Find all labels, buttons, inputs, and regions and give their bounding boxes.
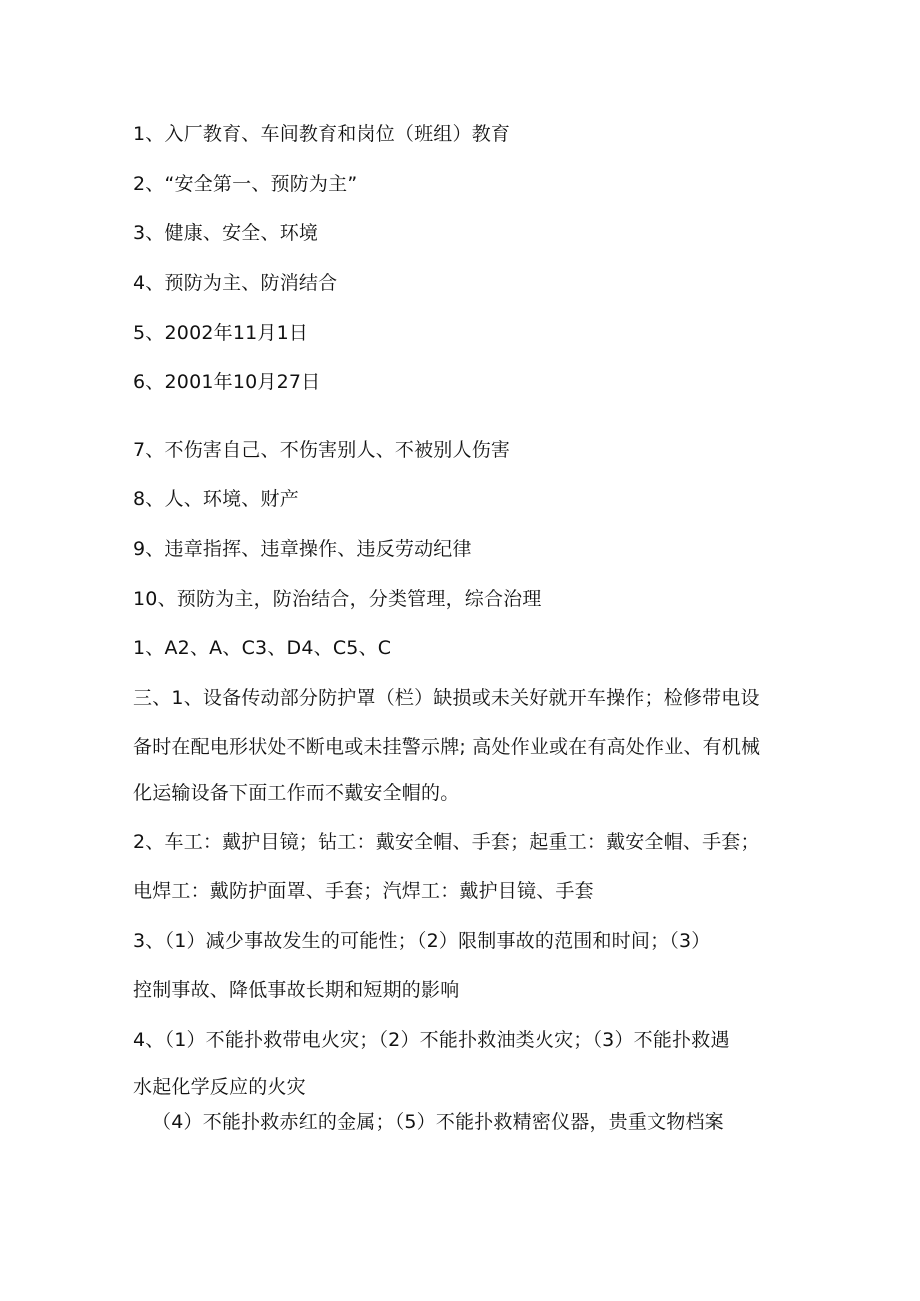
answer-line-1: 1、入厂教育、车间教育和岗位（班组）教育	[133, 123, 511, 145]
answer-line-5: 5、2002年11月1日	[133, 322, 309, 344]
section-three-item-2-line-1: 2、车工：戴护目镜；钻工：戴安全帽、手套；起重工：戴安全帽、手套；	[133, 831, 760, 853]
section-three-item-4-line-3: （4）不能扑救赤红的金属；（5）不能扑救精密仪器，贵重文物档案	[152, 1111, 724, 1133]
answer-line-10: 10、预防为主，防治结合，分类管理，综合治理	[133, 588, 542, 610]
answer-line-7: 7、不伤害自己、不伤害别人、不被别人伤害	[133, 439, 511, 461]
section-three-item-2-line-2: 电焊工：戴防护面罩、手套；汽焊工：戴护目镜、手套	[133, 880, 594, 902]
answer-line-2: 2、“安全第一、预防为主”	[133, 173, 358, 195]
choice-answers-line: 1、A2、A、C3、D4、C5、C	[133, 637, 392, 659]
section-three-line-3: 化运输设备下面工作而不戴安全帽的。	[133, 782, 460, 804]
answer-line-6: 6、2001年10月27日	[133, 371, 321, 393]
section-three-item-3-line-1: 3、（1）减少事故发生的可能性；（2）限制事故的范围和时间；（3）	[133, 930, 711, 952]
section-three-item-4-line-1: 4、（1）不能扑救带电火灾；（2）不能扑救油类火灾；（3）不能扑救遇	[133, 1029, 730, 1051]
answer-line-4: 4、预防为主、防消结合	[133, 272, 338, 294]
section-three-line-1: 三、1、设备传动部分防护罩（栏）缺损或未关好就开车操作；检修带电设	[133, 687, 760, 709]
section-three-line-2: 备时在配电形状处不断电或未挂警示牌; 高处作业或在有高处作业、有机械	[133, 736, 761, 758]
answer-line-8: 8、人、环境、财产	[133, 488, 299, 510]
answer-line-9: 9、违章指挥、违章操作、违反劳动纪律	[133, 538, 472, 560]
answer-line-3: 3、健康、安全、环境	[133, 222, 319, 244]
section-three-item-4-line-2: 水起化学反应的火灾	[133, 1076, 306, 1098]
section-three-item-3-line-2: 控制事故、降低事故长期和短期的影响	[133, 979, 460, 1001]
